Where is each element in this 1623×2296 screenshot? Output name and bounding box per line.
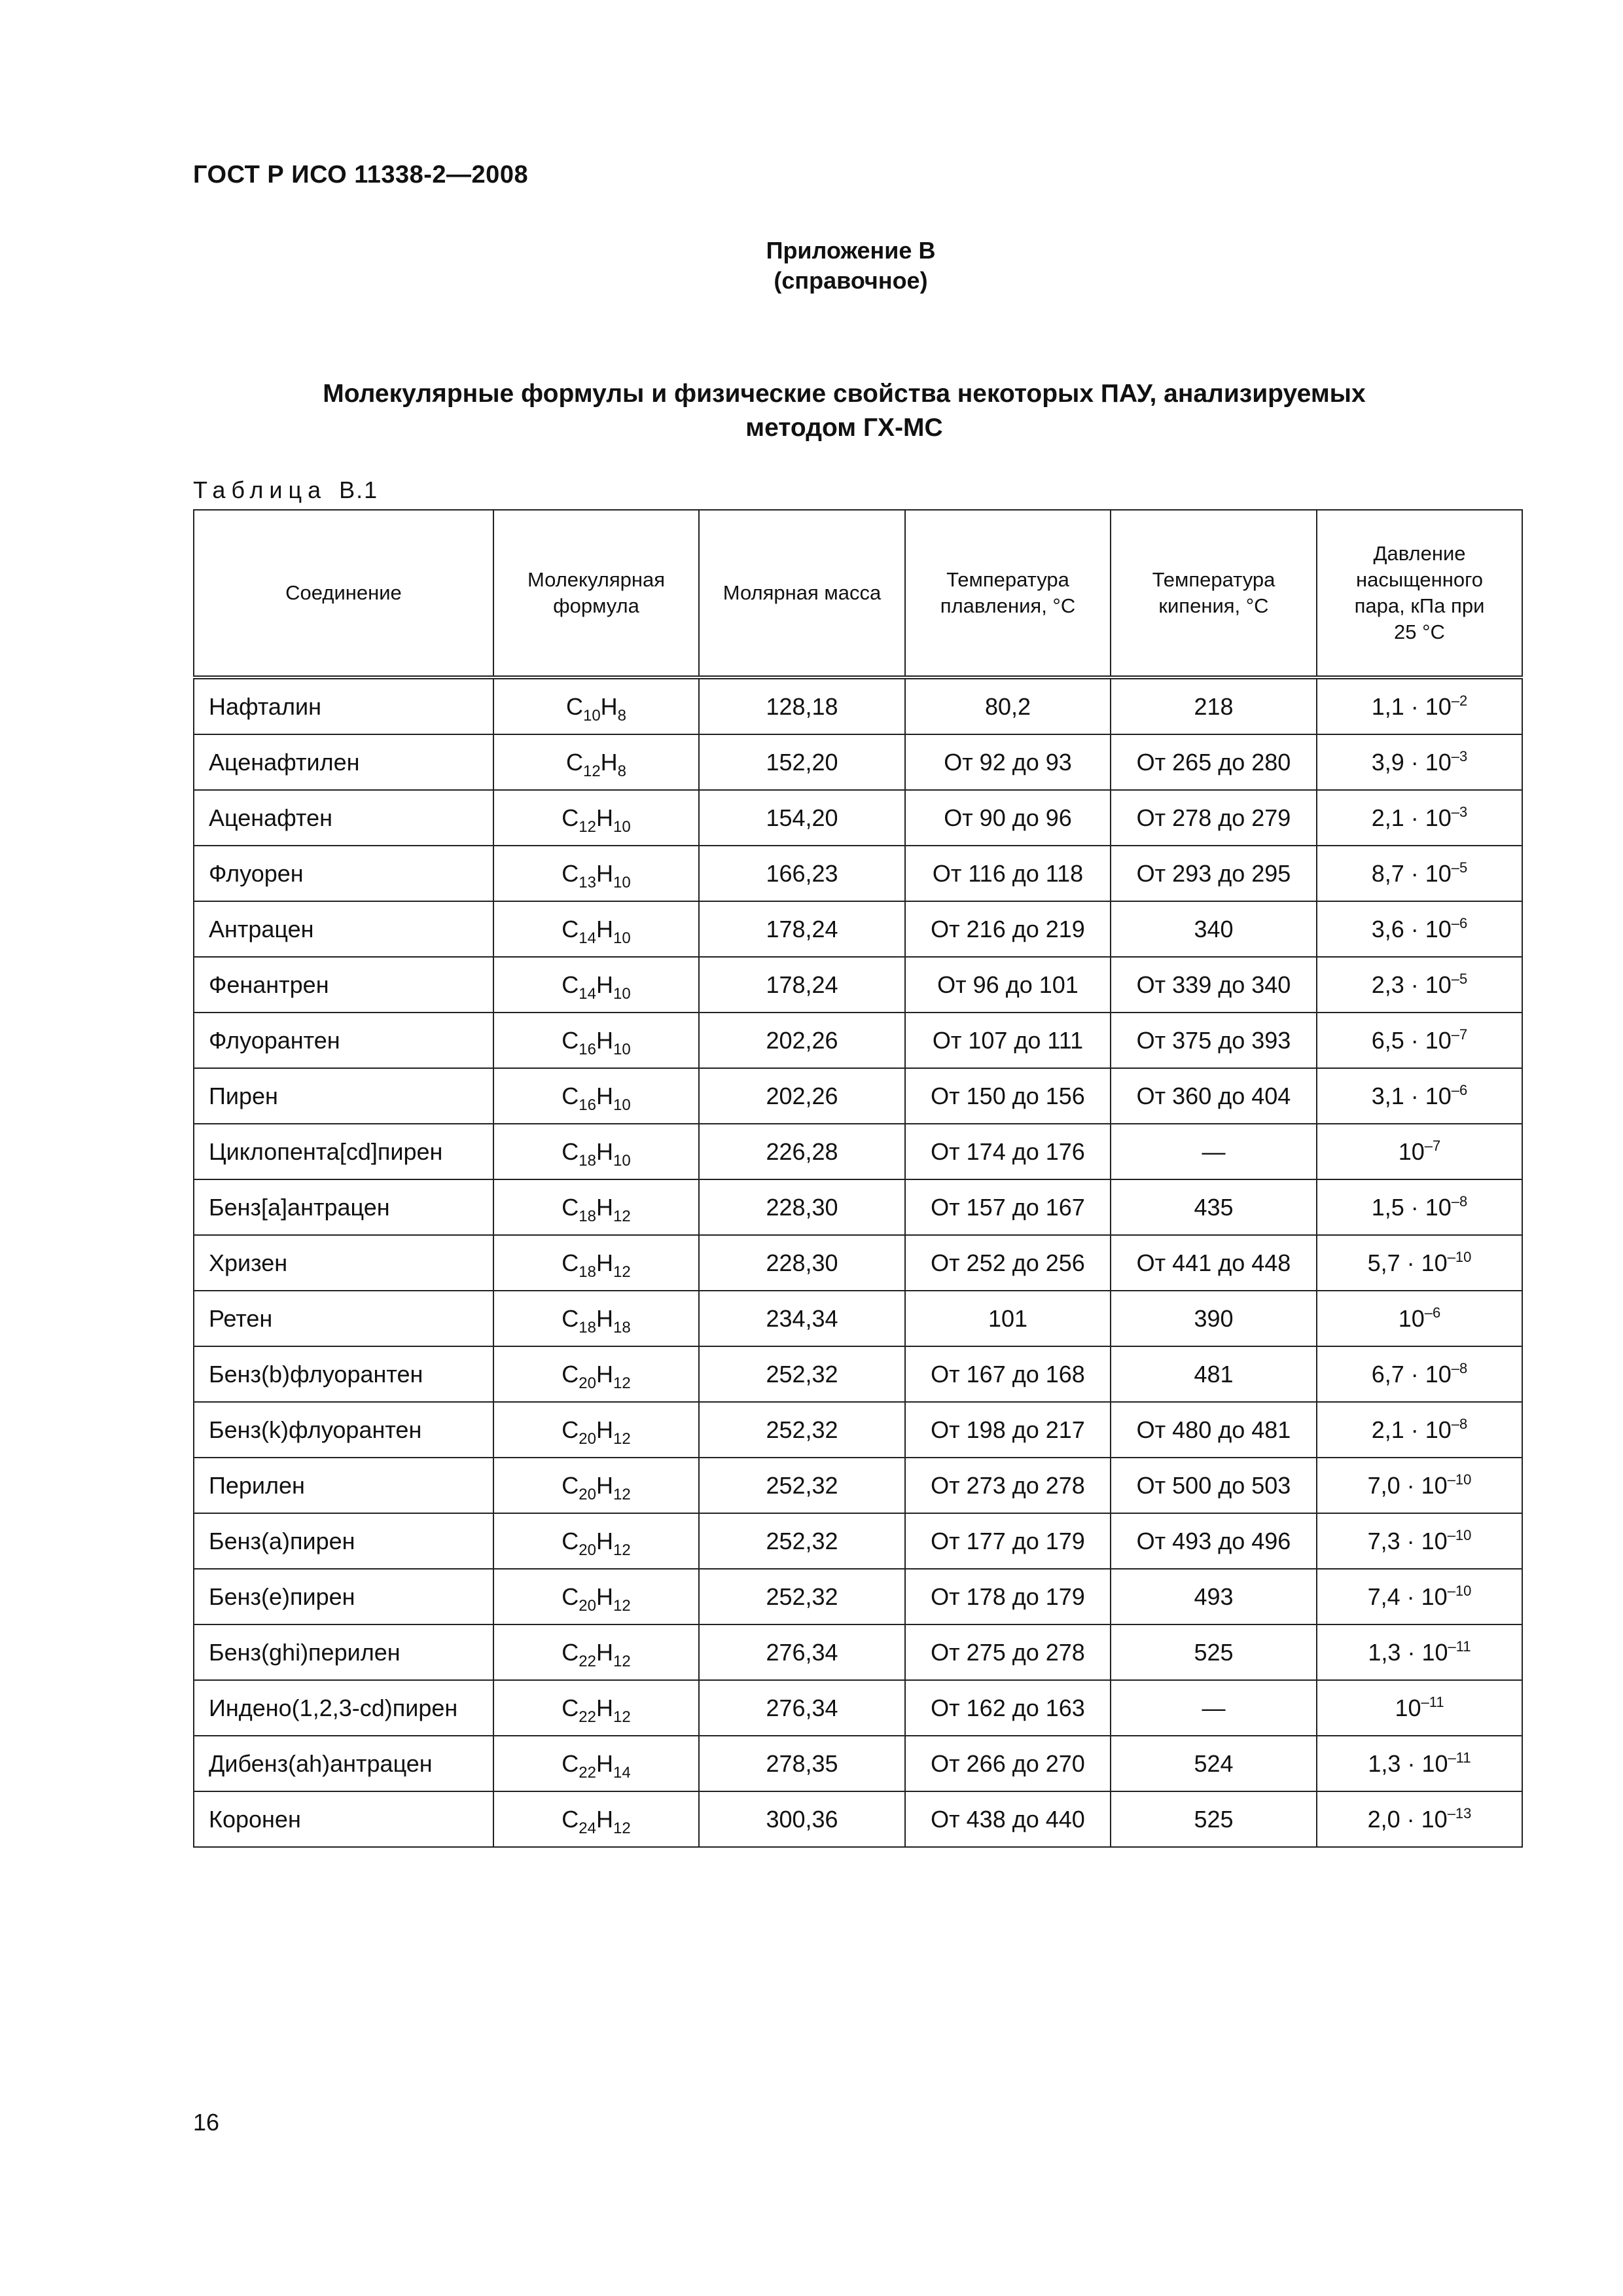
- vapor-pressure: $3,9 \cdot 10^{-3}$: [1317, 734, 1522, 790]
- melting-point: От 216 до 219: [905, 901, 1111, 957]
- table-row: [194, 1569, 1522, 1624]
- boiling-point: 390: [1111, 1291, 1317, 1346]
- compound-name: Нафталин: [194, 677, 493, 734]
- compound-name: Циклопента[cd]пирен: [194, 1124, 493, 1179]
- molecular-formula: $C_{12}H_8$: [493, 734, 699, 790]
- column-header-melting-point: Температура плавления, °С: [905, 510, 1111, 677]
- boiling-point: 524: [1111, 1736, 1317, 1791]
- vapor-pressure: $7,0 \cdot 10^{-10}$: [1317, 1458, 1522, 1513]
- molecular-formula: $C_{22}H_{12}$: [493, 1680, 699, 1736]
- melting-point: От 162 до 163: [905, 1680, 1111, 1736]
- molecular-formula: $C_{18}H_{12}$: [493, 1179, 699, 1235]
- column-header-molar-mass: Молярная масса: [699, 510, 905, 677]
- annex-title: Приложение В: [766, 237, 936, 264]
- compound-name: Хризен: [194, 1235, 493, 1291]
- boiling-point: 435: [1111, 1179, 1317, 1235]
- vapor-pressure: $1,5 \cdot 10^{-8}$: [1317, 1179, 1522, 1235]
- table-caption-word: Таблица: [193, 476, 327, 503]
- table-row: [194, 1235, 1522, 1291]
- melting-point: От 177 до 179: [905, 1513, 1111, 1569]
- vapor-pressure: $2,1 \cdot 10^{-8}$: [1317, 1402, 1522, 1458]
- molar-mass: 276,34: [699, 1624, 905, 1680]
- boiling-point: От 360 до 404: [1111, 1068, 1317, 1124]
- vapor-pressure: $10^{-11}$: [1317, 1680, 1522, 1736]
- molar-mass: 252,32: [699, 1513, 905, 1569]
- page-title-line-1: Молекулярные формулы и физические свойства некоторых ПАУ, анализируемых: [323, 380, 1366, 408]
- vapor-pressure: $1,3 \cdot 10^{-11}$: [1317, 1736, 1522, 1791]
- table-row: [194, 1179, 1522, 1235]
- compound-name: Флуорантен: [194, 1013, 493, 1068]
- molar-mass: 252,32: [699, 1569, 905, 1624]
- boiling-point: От 293 до 295: [1111, 846, 1317, 901]
- compound-name: Бенз(ghi)перилен: [194, 1624, 493, 1680]
- melting-point: От 174 до 176: [905, 1124, 1111, 1179]
- melting-point: От 273 до 278: [905, 1458, 1111, 1513]
- boiling-point: 525: [1111, 1791, 1317, 1847]
- table-row: [194, 677, 1522, 734]
- vapor-pressure: $1,3 \cdot 10^{-11}$: [1317, 1624, 1522, 1680]
- boiling-point: От 493 до 496: [1111, 1513, 1317, 1569]
- compound-name: Перилен: [194, 1458, 493, 1513]
- molecular-formula: $C_{22}H_{14}$: [493, 1736, 699, 1791]
- molar-mass: 202,26: [699, 1068, 905, 1124]
- molar-mass: 300,36: [699, 1791, 905, 1847]
- compound-name: Фенантрен: [194, 957, 493, 1013]
- compound-name: Пирен: [194, 1068, 493, 1124]
- molar-mass: 228,30: [699, 1179, 905, 1235]
- melting-point: От 150 до 156: [905, 1068, 1111, 1124]
- compound-name: Бенз(e)пирен: [194, 1569, 493, 1624]
- boiling-point: От 265 до 280: [1111, 734, 1317, 790]
- compound-name: Ретен: [194, 1291, 493, 1346]
- melting-point: От 275 до 278: [905, 1624, 1111, 1680]
- table-row: [194, 1513, 1522, 1569]
- compound-name: Антрацен: [194, 901, 493, 957]
- molecular-formula: $C_{14}H_{10}$: [493, 901, 699, 957]
- table-row: [194, 1680, 1522, 1736]
- compound-name: Коронен: [194, 1791, 493, 1847]
- vapor-pressure: $3,1 \cdot 10^{-6}$: [1317, 1068, 1522, 1124]
- molecular-formula: $C_{20}H_{12}$: [493, 1458, 699, 1513]
- column-header-formula: Молекулярная формула: [493, 510, 699, 677]
- boiling-point: От 339 до 340: [1111, 957, 1317, 1013]
- vapor-pressure: $2,3 \cdot 10^{-5}$: [1317, 957, 1522, 1013]
- compound-name: Бенз[a]антрацен: [194, 1179, 493, 1235]
- molar-mass: 228,30: [699, 1235, 905, 1291]
- molar-mass: 128,18: [699, 677, 905, 734]
- compound-name: Дибенз(ah)антрацен: [194, 1736, 493, 1791]
- table-row: [194, 846, 1522, 901]
- document-code: ГОСТ Р ИСО 11338-2—2008: [193, 161, 529, 188]
- boiling-point: От 480 до 481: [1111, 1402, 1317, 1458]
- table-row: [194, 1068, 1522, 1124]
- boiling-point: —: [1111, 1680, 1317, 1736]
- vapor-pressure: $5,7 \cdot 10^{-10}$: [1317, 1235, 1522, 1291]
- molecular-formula: $C_{13}H_{10}$: [493, 846, 699, 901]
- melting-point: От 266 до 270: [905, 1736, 1111, 1791]
- boiling-point: От 441 до 448: [1111, 1235, 1317, 1291]
- boiling-point: От 278 до 279: [1111, 790, 1317, 846]
- table-row: [194, 1346, 1522, 1402]
- table-row: [194, 1791, 1522, 1847]
- melting-point: От 178 до 179: [905, 1569, 1111, 1624]
- table-row: [194, 734, 1522, 790]
- molar-mass: 252,32: [699, 1458, 905, 1513]
- boiling-point: 493: [1111, 1569, 1317, 1624]
- melting-point: От 90 до 96: [905, 790, 1111, 846]
- vapor-pressure: $10^{-7}$: [1317, 1124, 1522, 1179]
- molecular-formula: $C_{16}H_{10}$: [493, 1068, 699, 1124]
- boiling-point: От 500 до 503: [1111, 1458, 1317, 1513]
- melting-point: От 92 до 93: [905, 734, 1111, 790]
- molecular-formula: $C_{24}H_{12}$: [493, 1791, 699, 1847]
- molecular-formula: $C_{18}H_{18}$: [493, 1291, 699, 1346]
- molecular-formula: $C_{12}H_{10}$: [493, 790, 699, 846]
- table-row: [194, 1736, 1522, 1791]
- table-caption-number: В.1: [339, 476, 379, 503]
- column-header-compound: Соединение: [194, 510, 493, 677]
- table-row: [194, 1013, 1522, 1068]
- melting-point: От 438 до 440: [905, 1791, 1111, 1847]
- table-row: [194, 1291, 1522, 1346]
- page-number: 16: [193, 2109, 220, 2136]
- table-row: [194, 1402, 1522, 1458]
- molecular-formula: $C_{14}H_{10}$: [493, 957, 699, 1013]
- table-row: [194, 1624, 1522, 1680]
- compound-name: Бенз(k)флуорантен: [194, 1402, 493, 1458]
- molecular-formula: $C_{22}H_{12}$: [493, 1624, 699, 1680]
- vapor-pressure: $10^{-6}$: [1317, 1291, 1522, 1346]
- melting-point: От 157 до 167: [905, 1179, 1111, 1235]
- molar-mass: 178,24: [699, 957, 905, 1013]
- table-row: [194, 1458, 1522, 1513]
- molar-mass: 278,35: [699, 1736, 905, 1791]
- boiling-point: 481: [1111, 1346, 1317, 1402]
- compound-name: Бенз(b)флуорантен: [194, 1346, 493, 1402]
- boiling-point: От 375 до 393: [1111, 1013, 1317, 1068]
- molar-mass: 252,32: [699, 1402, 905, 1458]
- molecular-formula: $C_{20}H_{12}$: [493, 1346, 699, 1402]
- molar-mass: 276,34: [699, 1680, 905, 1736]
- melting-point: От 252 до 256: [905, 1235, 1111, 1291]
- boiling-point: 525: [1111, 1624, 1317, 1680]
- molar-mass: 154,20: [699, 790, 905, 846]
- vapor-pressure: $6,5 \cdot 10^{-7}$: [1317, 1013, 1522, 1068]
- compound-name: Индено(1,2,3-cd)пирен: [194, 1680, 493, 1736]
- annex-heading: [720, 236, 982, 296]
- table-row: [194, 790, 1522, 846]
- table-row: [194, 901, 1522, 957]
- molecular-formula: $C_{20}H_{12}$: [493, 1402, 699, 1458]
- compound-name: Флуорен: [194, 846, 493, 901]
- boiling-point: 218: [1111, 677, 1317, 734]
- molar-mass: 226,28: [699, 1124, 905, 1179]
- table-row: [194, 1124, 1522, 1179]
- table-body: [194, 677, 1522, 1847]
- vapor-pressure: $8,7 \cdot 10^{-5}$: [1317, 846, 1522, 901]
- molecular-formula: $C_{18}H_{12}$: [493, 1235, 699, 1291]
- melting-point: От 116 до 118: [905, 846, 1111, 901]
- molecular-formula: $C_{16}H_{10}$: [493, 1013, 699, 1068]
- vapor-pressure: $2,0 \cdot 10^{-13}$: [1317, 1791, 1522, 1847]
- boiling-point: 340: [1111, 901, 1317, 957]
- melting-point: От 198 до 217: [905, 1402, 1111, 1458]
- molecular-formula: $C_{20}H_{12}$: [493, 1513, 699, 1569]
- vapor-pressure: $7,3 \cdot 10^{-10}$: [1317, 1513, 1522, 1569]
- compound-name: Аценафтен: [194, 790, 493, 846]
- table-caption: [193, 476, 378, 504]
- melting-point: От 96 до 101: [905, 957, 1111, 1013]
- molecular-formula: $C_{10}H_8$: [493, 677, 699, 734]
- compound-name: Аценафтилен: [194, 734, 493, 790]
- vapor-pressure: $1,1 \cdot 10^{-2}$: [1317, 677, 1522, 734]
- column-header-vapor-pressure: Давление насыщенного пара, кПа при 25 °С: [1317, 510, 1522, 677]
- pah-properties-table: [193, 509, 1523, 1848]
- annex-type: (справочное): [774, 267, 928, 294]
- page-title: [236, 377, 1453, 445]
- molecular-formula: $C_{20}H_{12}$: [493, 1569, 699, 1624]
- vapor-pressure: $3,6 \cdot 10^{-6}$: [1317, 901, 1522, 957]
- vapor-pressure: $2,1 \cdot 10^{-3}$: [1317, 790, 1522, 846]
- molar-mass: 166,23: [699, 846, 905, 901]
- melting-point: 101: [905, 1291, 1111, 1346]
- table-row: [194, 957, 1522, 1013]
- melting-point: От 167 до 168: [905, 1346, 1111, 1402]
- page-title-line-2: методом ГХ-МС: [745, 414, 943, 442]
- table-header-row: [194, 510, 1522, 677]
- melting-point: От 107 до 111: [905, 1013, 1111, 1068]
- compound-name: Бенз(a)пирен: [194, 1513, 493, 1569]
- molar-mass: 252,32: [699, 1346, 905, 1402]
- boiling-point: —: [1111, 1124, 1317, 1179]
- molar-mass: 152,20: [699, 734, 905, 790]
- molecular-formula: $C_{18}H_{10}$: [493, 1124, 699, 1179]
- melting-point: 80,2: [905, 677, 1111, 734]
- molar-mass: 178,24: [699, 901, 905, 957]
- molar-mass: 234,34: [699, 1291, 905, 1346]
- vapor-pressure: $7,4 \cdot 10^{-10}$: [1317, 1569, 1522, 1624]
- molar-mass: 202,26: [699, 1013, 905, 1068]
- column-header-boiling-point: Температура кипения, °С: [1111, 510, 1317, 677]
- vapor-pressure: $6,7 \cdot 10^{-8}$: [1317, 1346, 1522, 1402]
